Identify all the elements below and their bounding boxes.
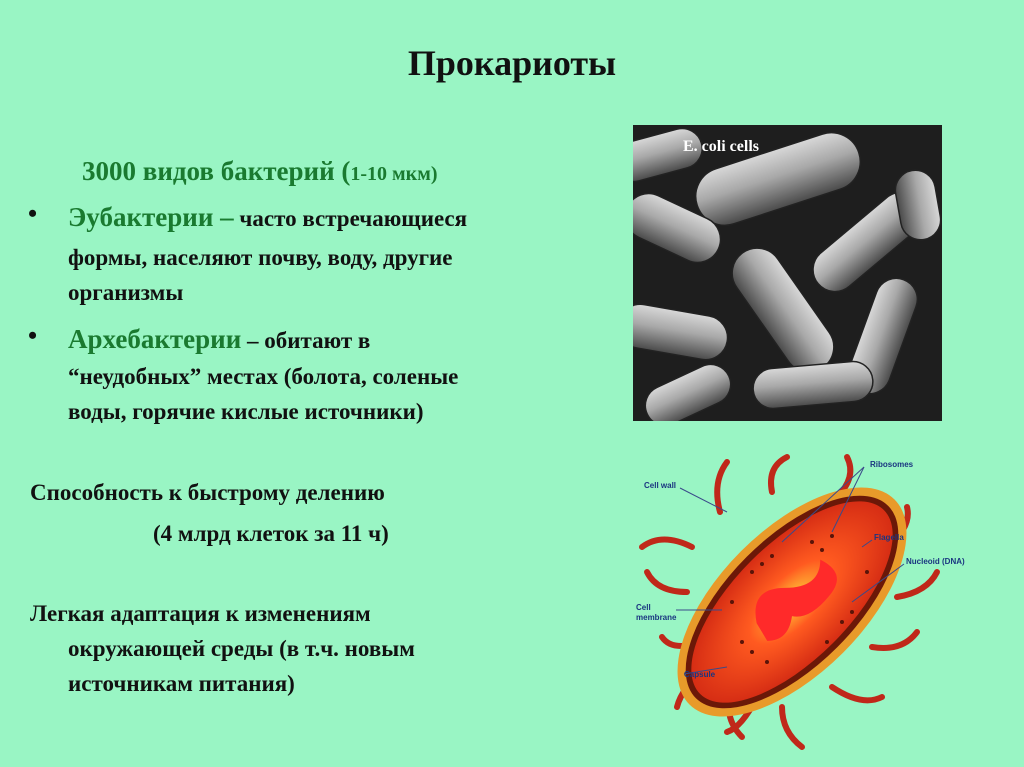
label-nucleoid: Nucleoid (DNA) [906,557,965,566]
ecoli-micrograph [633,125,942,421]
adaptation-line1: Легкая адаптация к изменениям [30,601,371,626]
archaebacteria-text-1: – обитают в [241,328,371,353]
archaebacteria-text-2: “неудобных” местах (болота, соленые [68,364,459,389]
bacterium-diagram [632,452,977,752]
bullet-dot: • [28,321,38,350]
adaptation-line3: источникам питания) [68,671,295,696]
bullet-eubacteria-line1 [68,200,467,236]
division-rate: (4 млрд клеток за 11 ч) [153,521,389,546]
label-flagella: Flagella [874,533,904,542]
label-membrane-2: membrane [636,613,677,622]
archaebacteria-text-3: воды, горячие кислые источники) [68,399,424,424]
label-ribosomes: Ribosomes [870,460,914,469]
bullet-dot: • [28,199,38,228]
species-main: 3000 видов бактерий ( [82,156,351,186]
label-capsule: Capsule [684,670,716,679]
term-archaebacteria: Архебактерии [68,324,242,354]
label-cell-wall: Cell wall [644,481,677,490]
label-membrane-1: Cell [636,603,651,612]
species-size: 1-10 мкм) [350,163,438,185]
term-eubacteria: Эубактерии – [68,202,234,232]
division-text: Способность к быстрому делению [30,480,385,505]
micrograph-caption: E. coli cells [683,138,759,155]
adaptation-line2: окружающей среды (в т.ч. новым [68,636,415,661]
eubacteria-text-3: организмы [68,280,184,305]
eubacteria-text-1: часто встречающиеся [233,206,468,231]
eubacteria-text-2: формы, населяют почву, воду, другие [68,245,453,270]
species-count [82,154,437,192]
bullet-archaebacteria-line1 [68,322,370,358]
slide-title: Прокариоты [407,43,617,83]
